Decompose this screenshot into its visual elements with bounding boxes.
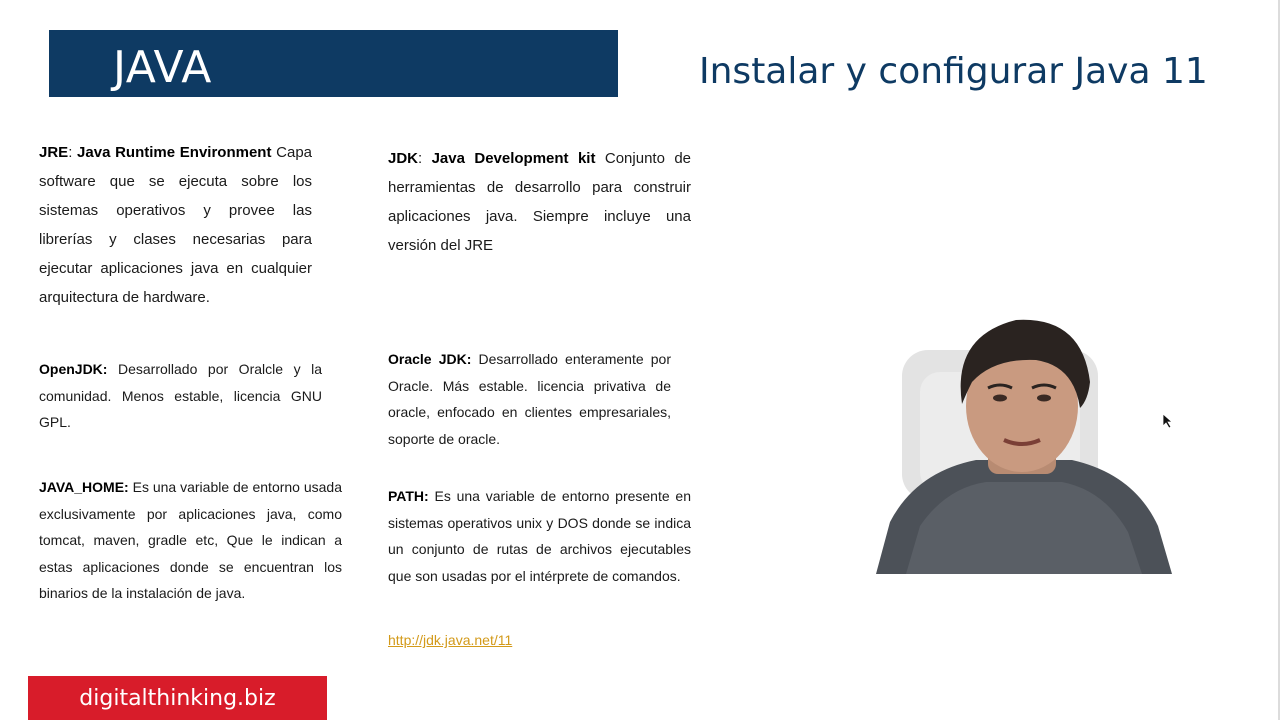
brand-text: digitalthinking.biz xyxy=(79,686,276,711)
brand-footer-bar xyxy=(28,676,327,720)
slide-title: Instalar y configurar Java 11 xyxy=(699,51,1208,92)
jdk-term: JDK xyxy=(388,150,419,167)
oracle-jdk-definition xyxy=(388,346,671,452)
jre-description: Capa software que se ejecuta sobre los sistemas operativos y provee las librerías y clases necesarias para ejecutar aplicaciones java en cualquier arquitectura de hardware. xyxy=(39,144,312,306)
oracle-jdk-description: Desarrollado enteramente por Oracle. Más estable. licencia privativa de oracle, enfocado en clientes empresariales, soporte de oracle. xyxy=(388,351,671,447)
jre-name: Java Runtime Environment xyxy=(77,144,272,161)
jdk-definition: JDK: Java Development kit Conjunto de herramientas de desarrollo para construir aplicaciones java. Siempre incluye una versión del JRE xyxy=(388,150,692,254)
section-title: JAVA xyxy=(113,42,212,93)
openjdk-definition xyxy=(39,356,322,436)
java-home-term: JAVA_HOME: xyxy=(39,479,129,495)
mouse-pointer-icon xyxy=(1162,413,1174,429)
presenter-video xyxy=(876,312,1172,574)
openjdk-term: OpenJDK: xyxy=(39,361,108,377)
jre-term: JRE xyxy=(39,144,69,161)
oracle-jdk-term: Oracle JDK: xyxy=(388,351,472,367)
jdk-name: Java Development kit xyxy=(431,150,596,167)
path-definition xyxy=(388,483,691,589)
openjdk-description: Desarrollado por Oralcle y la comunidad. Menos estable, licencia GNU GPL. xyxy=(39,361,323,430)
path-term: PATH: xyxy=(388,488,429,504)
jre-definition: JRE: Java Runtime Environment Capa software que se ejecuta sobre los sistemas operativos y provee las librerías y clases necesarias para ejecutar aplicaciones java en cualquier arquitectura de hardware. xyxy=(39,144,312,306)
jdk-download-link[interactable]: http://jdk.java.net/11 xyxy=(388,632,513,648)
java-home-description: Es una variable de entorno usada exclusivamente por aplicaciones java, como tomcat, maven, gradle etc, Que le indican a estas aplicaciones donde se encuentran los binarios de la instalación de java. xyxy=(39,479,343,601)
section-header-bar xyxy=(49,30,618,97)
path-description: Es una variable de entorno presente en sistemas operativos unix y DOS donde se indica un conjunto de rutas de archivos ejecutables que son usadas por el intérprete de comandos. xyxy=(388,488,691,584)
java-home-definition xyxy=(39,474,342,607)
jdk-description: Conjunto de herramientas de desarrollo para construir aplicaciones java. Siempre incluye una versión del JRE xyxy=(388,150,692,254)
